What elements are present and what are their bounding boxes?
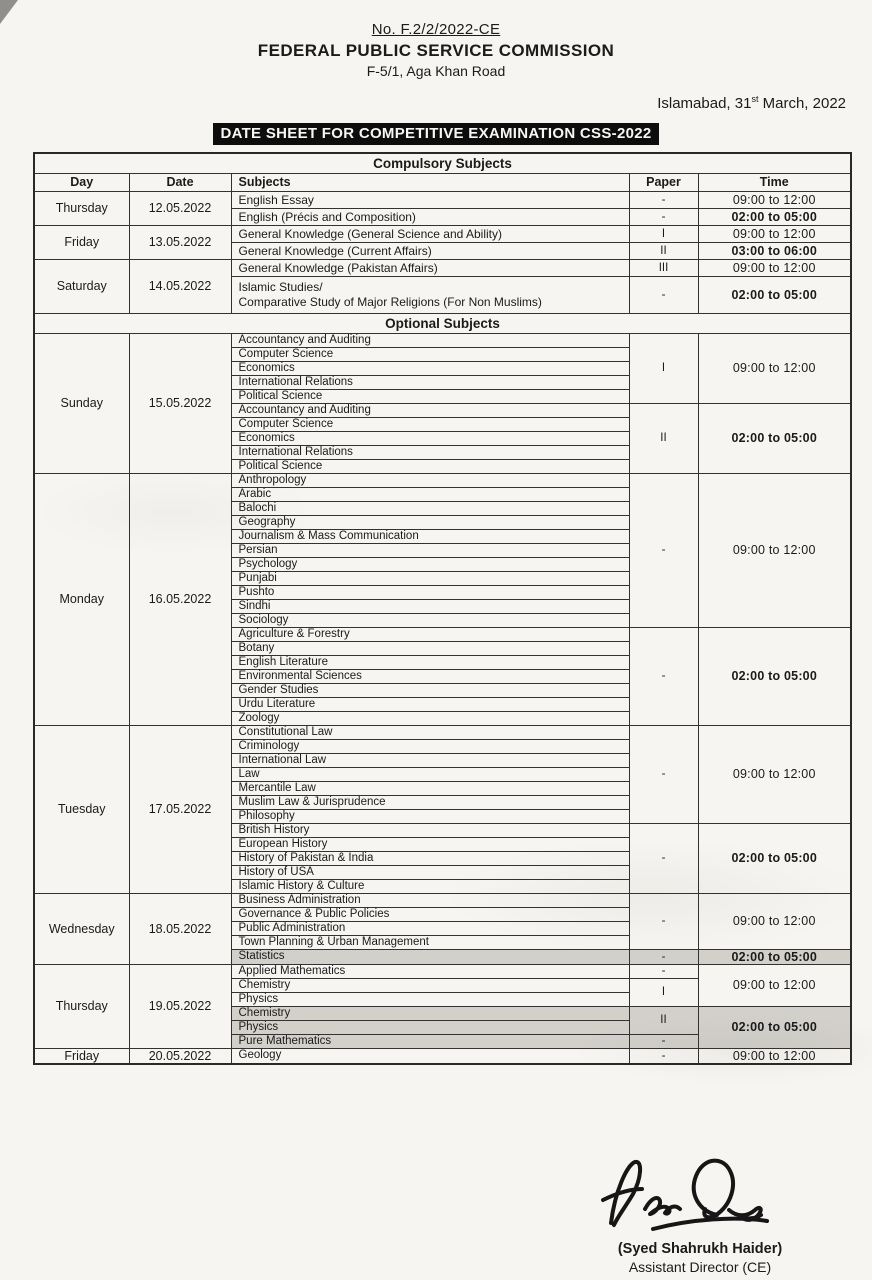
paper-cell: III — [629, 259, 698, 276]
date-cell: 12.05.2022 — [129, 191, 231, 225]
paper-cell: - — [629, 964, 698, 978]
scan-artifact-corner — [0, 0, 18, 24]
subject-cell: Sociology — [231, 613, 629, 627]
column-header: Time — [698, 173, 851, 191]
time-cell: 09:00 to 12:00 — [698, 964, 851, 1006]
time-cell: 02:00 to 05:00 — [698, 276, 851, 313]
place-date-ordinal: st — [751, 94, 759, 104]
subject-cell: English Essay — [231, 191, 629, 208]
subject-cell: Psychology — [231, 557, 629, 571]
subject-cell: Punjabi — [231, 571, 629, 585]
paper-cell: - — [629, 725, 698, 823]
table-row — [34, 725, 851, 739]
subject-cell: Accountancy and Auditing — [231, 403, 629, 417]
paper-cell: II — [629, 403, 698, 473]
subject-cell: Chemistry — [231, 978, 629, 992]
subject-cell: Economics — [231, 361, 629, 375]
subject-cell: International Relations — [231, 445, 629, 459]
table-row — [34, 259, 851, 276]
subject-cell: Persian — [231, 543, 629, 557]
subject-cell: Islamic History & Culture — [231, 879, 629, 893]
table-row — [34, 893, 851, 907]
signatory-name: (Syed Shahrukh Haider) — [617, 1241, 783, 1257]
table-row — [34, 473, 851, 487]
subject-cell: Balochi — [231, 501, 629, 515]
subject-cell: Computer Science — [231, 347, 629, 361]
paper-cell: - — [629, 276, 698, 313]
subject-cell: Agriculture & Forestry — [231, 627, 629, 641]
subject-cell: Urdu Literature — [231, 697, 629, 711]
time-cell: 02:00 to 05:00 — [698, 627, 851, 725]
subject-cell: Geography — [231, 515, 629, 529]
date-cell: 18.05.2022 — [129, 893, 231, 964]
paper-cell: I — [629, 225, 698, 242]
section-row — [34, 153, 851, 173]
datesheet-table — [33, 152, 852, 1065]
subject-cell: International Relations — [231, 375, 629, 389]
place-date — [0, 89, 872, 114]
subject-cell: Political Science — [231, 389, 629, 403]
time-cell: 02:00 to 05:00 — [698, 208, 851, 225]
subject-cell: Journalism & Mass Communication — [231, 529, 629, 543]
section-row — [34, 313, 851, 333]
time-cell: 02:00 to 05:00 — [698, 403, 851, 473]
subject-cell: English Literature — [231, 655, 629, 669]
date-cell: 19.05.2022 — [129, 964, 231, 1048]
section-title: Compulsory Subjects — [34, 153, 851, 173]
time-cell: 02:00 to 05:00 — [698, 1006, 851, 1048]
table-row — [34, 225, 851, 242]
paper-cell: - — [629, 473, 698, 627]
day-cell: Sunday — [34, 333, 129, 473]
subject-cell: British History — [231, 823, 629, 837]
paper-cell: II — [629, 242, 698, 259]
subject-cell: Public Administration — [231, 921, 629, 935]
time-cell: 09:00 to 12:00 — [698, 473, 851, 627]
subject-cell: Arabic — [231, 487, 629, 501]
subject-cell: Zoology — [231, 711, 629, 725]
day-cell: Friday — [34, 1048, 129, 1064]
time-cell: 09:00 to 12:00 — [698, 893, 851, 949]
paper-cell: - — [629, 1048, 698, 1064]
paper-cell: I — [629, 333, 698, 403]
paper-cell: I — [629, 978, 698, 1006]
paper-cell: - — [629, 893, 698, 949]
section-title: Optional Subjects — [34, 313, 851, 333]
paper-cell: II — [629, 1006, 698, 1034]
column-header: Date — [129, 173, 231, 191]
org-name: FEDERAL PUBLIC SERVICE COMMISSION — [257, 41, 615, 60]
paper-cell: - — [629, 1034, 698, 1048]
subject-cell: Law — [231, 767, 629, 781]
day-cell: Tuesday — [34, 725, 129, 893]
day-cell: Saturday — [34, 259, 129, 313]
paper-cell: - — [629, 191, 698, 208]
day-cell: Thursday — [34, 191, 129, 225]
time-cell: 09:00 to 12:00 — [698, 225, 851, 242]
subject-cell: Physics — [231, 1020, 629, 1034]
subject-cell — [231, 276, 629, 313]
time-cell: 03:00 to 06:00 — [698, 242, 851, 259]
title-bar-wrap — [0, 123, 872, 145]
place-date-prefix: Islamabad, 31 — [657, 95, 752, 112]
date-cell: 15.05.2022 — [129, 333, 231, 473]
column-header-row — [34, 173, 851, 191]
date-cell: 16.05.2022 — [129, 473, 231, 725]
subject-cell: General Knowledge (Current Affairs) — [231, 242, 629, 259]
subject-cell: European History — [231, 837, 629, 851]
subject-cell: International Law — [231, 753, 629, 767]
time-cell: 02:00 to 05:00 — [698, 823, 851, 893]
ref-number: No. F.2/2/2022-CE — [371, 21, 501, 38]
day-cell: Thursday — [34, 964, 129, 1048]
subject-cell: Criminology — [231, 739, 629, 753]
time-cell: 09:00 to 12:00 — [698, 259, 851, 276]
column-header: Day — [34, 173, 129, 191]
signature-image — [595, 1149, 805, 1245]
subject-cell: Applied Mathematics — [231, 964, 629, 978]
subject-cell: History of USA — [231, 865, 629, 879]
subject-line: Islamic Studies/ — [238, 279, 323, 294]
subject-cell: Philosophy — [231, 809, 629, 823]
document-title: DATE SHEET FOR COMPETITIVE EXAMINATION CSS-2022 — [213, 123, 658, 145]
signatory-designation: Assistant Director (CE) — [628, 1259, 772, 1275]
column-header: Paper — [629, 173, 698, 191]
subject-cell: General Knowledge (General Science and Ability) — [231, 225, 629, 242]
date-cell: 13.05.2022 — [129, 225, 231, 259]
table-row — [34, 1048, 851, 1064]
subject-cell: Chemistry — [231, 1006, 629, 1020]
table-row — [34, 964, 851, 978]
subject-cell: Governance & Public Policies — [231, 907, 629, 921]
subject-cell: Pushto — [231, 585, 629, 599]
subject-cell: Town Planning & Urban Management — [231, 935, 629, 949]
time-cell: 02:00 to 05:00 — [698, 949, 851, 964]
subject-cell: Mercantile Law — [231, 781, 629, 795]
subject-line: Comparative Study of Major Religions (For Non Muslims) — [238, 294, 542, 309]
subject-cell: Political Science — [231, 459, 629, 473]
subject-cell: Sindhi — [231, 599, 629, 613]
document-header — [0, 0, 872, 145]
subject-cell: Muslim Law & Jurisprudence — [231, 795, 629, 809]
subject-cell: Environmental Sciences — [231, 669, 629, 683]
table-row — [34, 333, 851, 347]
subject-cell: Anthropology — [231, 473, 629, 487]
place-date-suffix: March, 2022 — [758, 95, 846, 112]
time-cell: 09:00 to 12:00 — [698, 191, 851, 208]
subject-cell: English (Précis and Composition) — [231, 208, 629, 225]
subject-cell: General Knowledge (Pakistan Affairs) — [231, 259, 629, 276]
day-cell: Wednesday — [34, 893, 129, 964]
subject-cell: Botany — [231, 641, 629, 655]
paper-cell: - — [629, 627, 698, 725]
subject-cell: Geology — [231, 1048, 629, 1064]
paper-cell: - — [629, 949, 698, 964]
date-cell: 20.05.2022 — [129, 1048, 231, 1064]
subject-cell: History of Pakistan & India — [231, 851, 629, 865]
subject-cell: Statistics — [231, 949, 629, 964]
subject-cell: Pure Mathematics — [231, 1034, 629, 1048]
subject-cell: Gender Studies — [231, 683, 629, 697]
time-cell: 09:00 to 12:00 — [698, 1048, 851, 1064]
column-header: Subjects — [231, 173, 629, 191]
paper-cell: - — [629, 823, 698, 893]
paper-cell: - — [629, 208, 698, 225]
date-cell: 14.05.2022 — [129, 259, 231, 313]
date-cell: 17.05.2022 — [129, 725, 231, 893]
signature-block — [560, 1149, 840, 1276]
table-row — [34, 191, 851, 208]
time-cell: 09:00 to 12:00 — [698, 725, 851, 823]
subject-cell: Constitutional Law — [231, 725, 629, 739]
subject-cell: Physics — [231, 992, 629, 1006]
day-cell: Friday — [34, 225, 129, 259]
time-cell: 09:00 to 12:00 — [698, 333, 851, 403]
org-address: F-5/1, Aga Khan Road — [366, 63, 506, 79]
subject-cell: Accountancy and Auditing — [231, 333, 629, 347]
subject-cell: Business Administration — [231, 893, 629, 907]
subject-cell: Computer Science — [231, 417, 629, 431]
day-cell: Monday — [34, 473, 129, 725]
subject-cell: Economics — [231, 431, 629, 445]
